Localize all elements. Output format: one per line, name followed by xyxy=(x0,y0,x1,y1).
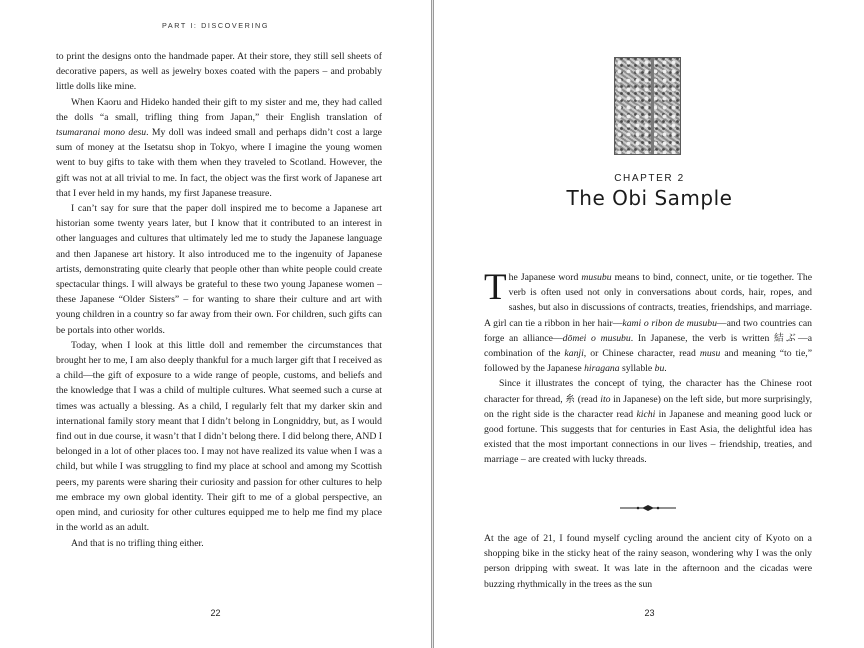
italic-term: kami o ribon de musubu xyxy=(622,317,717,329)
text-run: . In Japanese, the verb is written 結ぶ—a combination of the xyxy=(484,332,812,360)
text-run: —and two countries can forge an alliance— xyxy=(484,317,812,344)
italic-term: kanji xyxy=(564,348,584,360)
text-run: syllable xyxy=(619,363,655,375)
text-run: At the age of 21, I found myself cycling around the ancient city of Kyoto on a shopping bike in the sticky heat of the rainy season, wondering why I was the only person dripping with sweat. It was late in the afternoon and the cicadas were buzzing rhythmically in the trees as the sun xyxy=(484,533,812,590)
page-number-right: 23 xyxy=(644,608,655,618)
italic-term: kichi xyxy=(636,408,656,420)
chapter-title: The Obi Sample xyxy=(566,186,733,210)
italic-term: ito xyxy=(600,393,611,405)
chapter-label: CHAPTER 2 xyxy=(614,173,685,184)
obi-band-divider xyxy=(651,58,654,154)
text-run: in Japanese) on the left side, but more surprisingly, on the right side is the character read xyxy=(484,393,812,420)
section-break-ornament-icon xyxy=(620,503,676,513)
section-1-text xyxy=(484,267,813,468)
italic-term: hiragana xyxy=(584,363,620,375)
text-run: When Kaoru and Hideko handed their gift to my sister and me, they had called the dolls “a small, trifling thing from Japan,” their English translation of xyxy=(56,96,382,123)
running-head: PART I: DISCOVERING xyxy=(161,21,270,30)
text-run: , or Chinese character, read xyxy=(583,348,700,360)
left-page-body xyxy=(56,49,382,551)
paragraph xyxy=(56,95,382,201)
text-run: and meaning “to tie,” followed by the Japanese xyxy=(484,348,812,375)
text-run: he Japanese word xyxy=(508,272,582,283)
italic-term: bu xyxy=(654,363,665,375)
text-run: to print the designs onto the handmade paper. At their store, they still sell sheets of decorative papers, as well as jewelry boxes coated with the papers – and probably little dolls like mine. xyxy=(56,51,382,93)
text-run: . My doll was indeed small and perhaps didn’t cost a large sum of money at the Isetatsu shop in Tokyo, where I imagine the young women went to buy gifts to take with them when they traveled to Scotland. However, the gift was not at all trivial to me. In fact, the object was the first work of Japanese art that I ever held in my hands, my first Japanese treasure. xyxy=(56,127,382,199)
page-number-left: 22 xyxy=(210,608,221,618)
italic-term: musubu xyxy=(581,272,612,283)
drop-cap: T xyxy=(484,267,507,308)
text-run: Since it illustrates the concept of tying, the character has the Chinese root character for thread, 糸 (read xyxy=(484,378,812,405)
right-page-body-section-2 xyxy=(484,531,812,592)
italic-term: dōmei o musubu xyxy=(562,332,631,344)
italic-term: tsumaranai mono desu xyxy=(56,127,147,139)
right-page xyxy=(433,0,864,648)
paragraph xyxy=(56,338,382,536)
text-run: in Japanese and meaning good luck or good fortune. This suggests that for centuries in East Asia, the delightful idea has existed that the most important connections in our lives – friendship, treaties, and marriage – are created with lucky threads. xyxy=(484,408,812,466)
text-run: I can’t say for sure that the paper doll inspired me to become a Japanese art historian some twenty years later, but I know that it contributed to an interest in other languages and cultures that ultimately led me to study the Japanese language and then Japanese art history. It also introduced me to the ingenuity of Japanese artists, demonstrating quite clearly that people other than white people could create spectacular things. I will always be grateful to these two young Japanese women – these Japanese “Older Sisters” – for wanting to share their culture and art with young children in a country so far away from their own. For children, such gifts can be portals into other worlds. xyxy=(56,203,382,336)
text-run: And that is no trifling thing either. xyxy=(71,537,204,549)
text-run: . xyxy=(664,363,667,375)
paragraph xyxy=(484,376,812,467)
paragraph xyxy=(484,267,813,376)
paragraph xyxy=(484,531,812,592)
right-page-body-section-1 xyxy=(484,267,813,468)
obi-sample-image xyxy=(614,57,681,155)
text-run: means to bind, connect, unite, or tie together. The verb is often used not only in conversations about cords, hair, ropes, and sashes, but also in discussions of contracts, treaties, friendships, and marriage. A girl can tie a ribbon in her hair— xyxy=(484,272,813,329)
paragraph xyxy=(56,536,382,551)
paragraph xyxy=(56,201,382,338)
paragraph xyxy=(56,49,382,95)
text-run: Today, when I look at this little doll and remember the circumstances that brought her to me, I am also deeply thankful for a much larger gift that I received as a child—the gift of exposure to a wide range of people, customs, and beliefs and the knowledge that I was a child of multiple cultures. What seemed such a curse at times was actually a blessing. As a child, I regularly felt that my darker skin and international family story meant that I didn’t belong in Longniddry, but, as I would find out in due course, it wasn’t that I didn’t belong there. I did belong there, AND I belonged in a lot of other places too. I may not have realized its value when I was a child, but while I was struggling to find my place at school and among my Scottish peers, my parents were sharing their curiosity and passion for other cultures to help me embrace my own global identity. Their gift to me of a global perspective, an open mind, and curiosity for other cultures equipped me to help me find my place in the world as an adult. xyxy=(56,339,382,534)
italic-term: musu xyxy=(699,348,721,360)
